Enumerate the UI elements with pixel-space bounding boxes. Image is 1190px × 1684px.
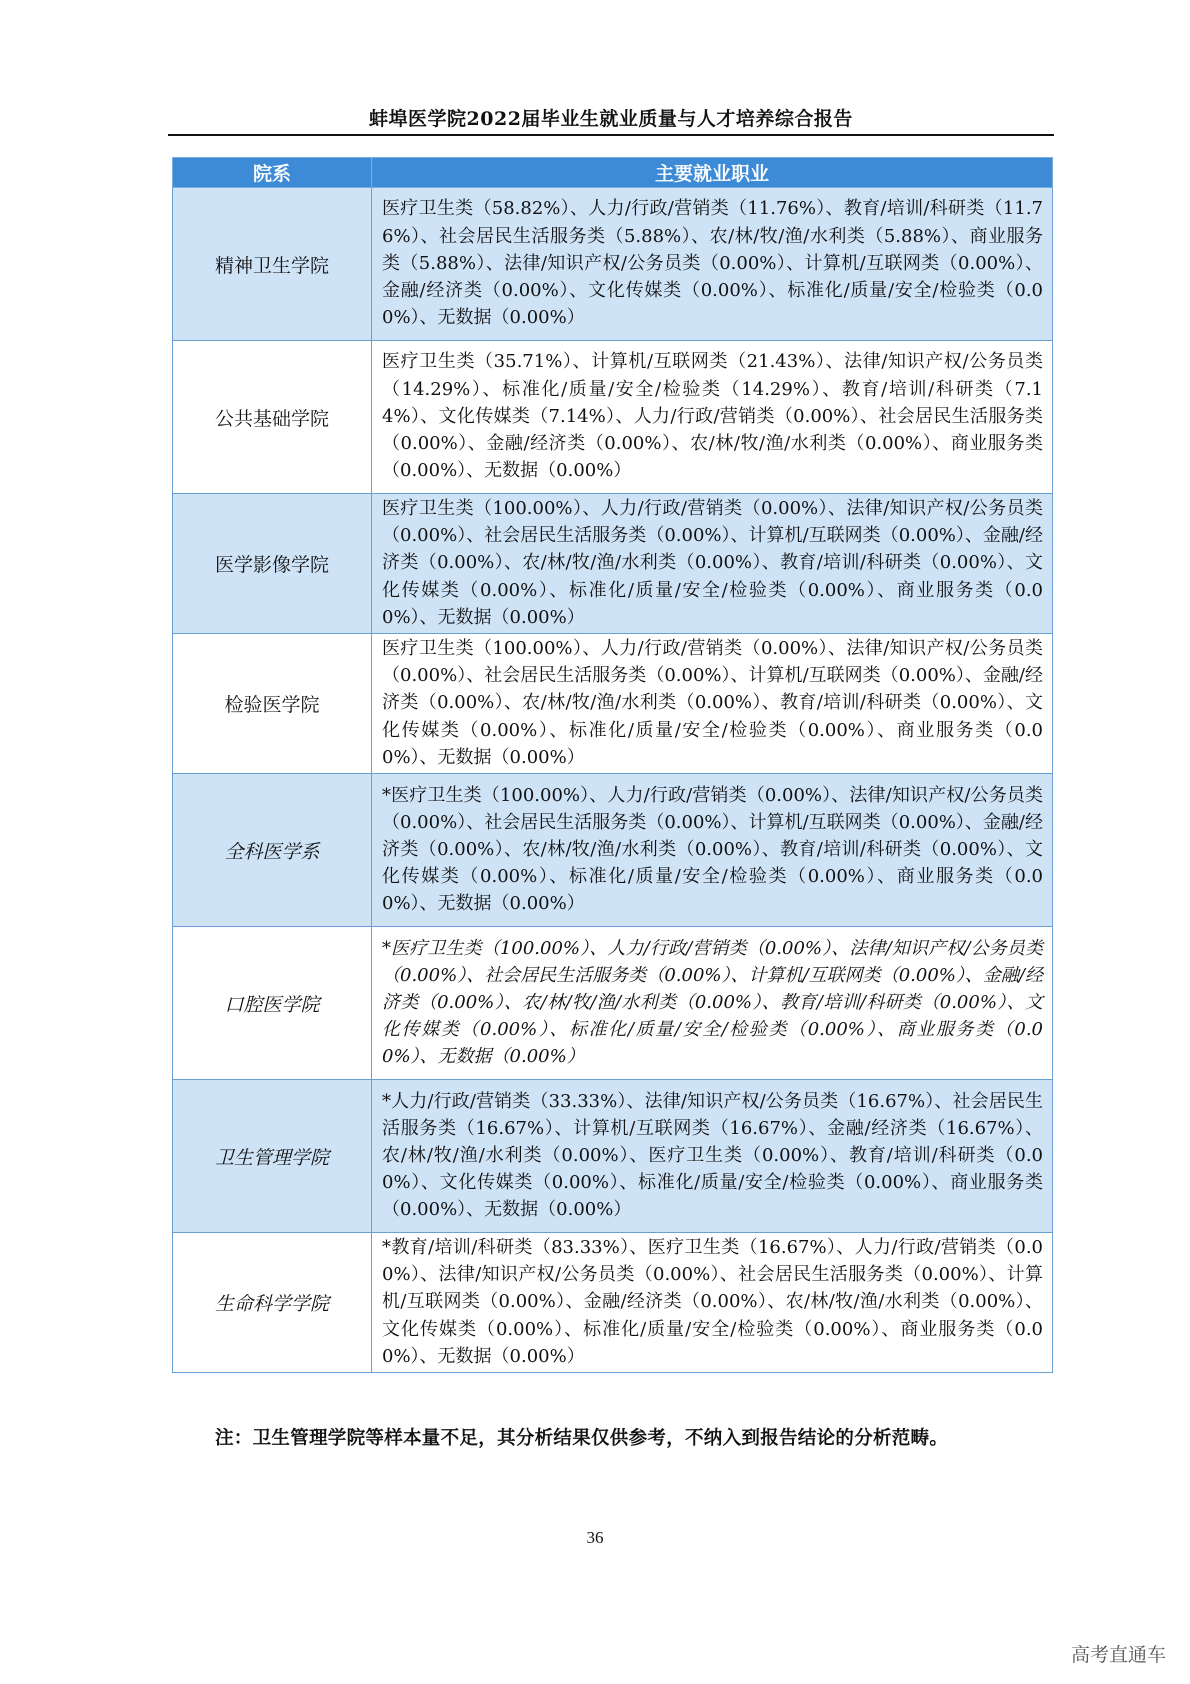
dept-cell: 精神卫生学院 — [173, 188, 372, 341]
table-row — [173, 494, 1053, 634]
table-row — [173, 774, 1053, 927]
column-header-dept: 院系 — [173, 158, 372, 188]
dept-cell: 检验医学院 — [173, 634, 372, 774]
table-row — [173, 188, 1053, 341]
dept-cell: 生命科学学院 — [173, 1233, 372, 1373]
occupation-cell: 医疗卫生类（35.71%）、计算机/互联网类（21.43%）、法律/知识产权/公务员类（14.29%）、标准化/质量/安全/检验类（14.29%）、教育/培训/科研类（7.14%）、文化传媒类（7.14%）、人力/行政/营销类（0.00%）、社会居民生活服务类（0.00%）、金融/经济类（0.00%）、农/林/牧/渔/水利类（0.00%）、商业服务类（0.00%）、无数据（0.00%） — [372, 341, 1053, 494]
column-header-occupation: 主要就业职业 — [372, 158, 1053, 188]
table-footnote: 注：卫生管理学院等样本量不足，其分析结果仅供参考，不纳入到报告结论的分析范畴。 — [215, 1428, 949, 1449]
occupation-cell: *医疗卫生类（100.00%）、人力/行政/营销类（0.00%）、法律/知识产权/公务员类（0.00%）、社会居民生活服务类（0.00%）、计算机/互联网类（0.00%）、金融/经济类（0.00%）、农/林/牧/渔/水利类（0.00%）、教育/培训/科研类（0.00%）、文化传媒类（0.00%）、标准化/质量/安全/检验类（0.00%）、商业服务类（0.00%）、无数据（0.00%） — [372, 774, 1053, 927]
occupation-cell: *医疗卫生类（100.00%）、人力/行政/营销类（0.00%）、法律/知识产权/公务员类（0.00%）、社会居民生活服务类（0.00%）、计算机/互联网类（0.00%）、金融/经济类（0.00%）、农/林/牧/渔/水利类（0.00%）、教育/培训/科研类（0.00%）、文化传媒类（0.00%）、标准化/质量/安全/检验类（0.00%）、商业服务类（0.00%）、无数据（0.00%） — [372, 927, 1053, 1080]
page-number: 36 — [586, 1528, 604, 1547]
table-header-row — [173, 158, 1053, 188]
employment-table — [172, 157, 1053, 1373]
occupation-cell: *人力/行政/营销类（33.33%）、法律/知识产权/公务员类（16.67%）、社会居民生活服务类（16.67%）、计算机/互联网类（16.67%）、金融/经济类（16.67%）、农/林/牧/渔/水利类（0.00%）、医疗卫生类（0.00%）、教育/培训/科研类（0.00%）、文化传媒类（0.00%）、标准化/质量/安全/检验类（0.00%）、商业服务类（0.00%）、无数据（0.00%） — [372, 1080, 1053, 1233]
table-row — [173, 1233, 1053, 1373]
table-row — [173, 1080, 1053, 1233]
report-header-title: 蚌埠医学院2022届毕业生就业质量与人才培养综合报告 — [369, 108, 853, 130]
dept-cell: 公共基础学院 — [173, 341, 372, 494]
header-rule — [168, 134, 1054, 136]
table-row — [173, 341, 1053, 494]
occupation-cell: *教育/培训/科研类（83.33%）、医疗卫生类（16.67%）、人力/行政/营销类（0.00%）、法律/知识产权/公务员类（0.00%）、社会居民生活服务类（0.00%）、计算机/互联网类（0.00%）、金融/经济类（0.00%）、农/林/牧/渔/水利类（0.00%）、文化传媒类（0.00%）、标准化/质量/安全/检验类（0.00%）、商业服务类（0.00%）、无数据（0.00%） — [372, 1233, 1053, 1373]
table-row — [173, 927, 1053, 1080]
dept-cell: 卫生管理学院 — [173, 1080, 372, 1233]
dept-cell: 医学影像学院 — [173, 494, 372, 634]
occupation-cell: 医疗卫生类（100.00%）、人力/行政/营销类（0.00%）、法律/知识产权/公务员类（0.00%）、社会居民生活服务类（0.00%）、计算机/互联网类（0.00%）、金融/经济类（0.00%）、农/林/牧/渔/水利类（0.00%）、教育/培训/科研类（0.00%）、文化传媒类（0.00%）、标准化/质量/安全/检验类（0.00%）、商业服务类（0.00%）、无数据（0.00%） — [372, 494, 1053, 634]
occupation-cell: 医疗卫生类（58.82%）、人力/行政/营销类（11.76%）、教育/培训/科研类（11.76%）、社会居民生活服务类（5.88%）、农/林/牧/渔/水利类（5.88%）、商业服务类（5.88%）、法律/知识产权/公务员类（0.00%）、计算机/互联网类（0.00%）、金融/经济类（0.00%）、文化传媒类（0.00%）、标准化/质量/安全/检验类（0.00%）、无数据（0.00%） — [372, 188, 1053, 341]
dept-cell: 口腔医学院 — [173, 927, 372, 1080]
occupation-cell: 医疗卫生类（100.00%）、人力/行政/营销类（0.00%）、法律/知识产权/公务员类（0.00%）、社会居民生活服务类（0.00%）、计算机/互联网类（0.00%）、金融/经济类（0.00%）、农/林/牧/渔/水利类（0.00%）、教育/培训/科研类（0.00%）、文化传媒类（0.00%）、标准化/质量/安全/检验类（0.00%）、商业服务类（0.00%）、无数据（0.00%） — [372, 634, 1053, 774]
dept-cell: 全科医学系 — [173, 774, 372, 927]
watermark-text: 高考直通车 — [1070, 1644, 1166, 1666]
table-row — [173, 634, 1053, 774]
